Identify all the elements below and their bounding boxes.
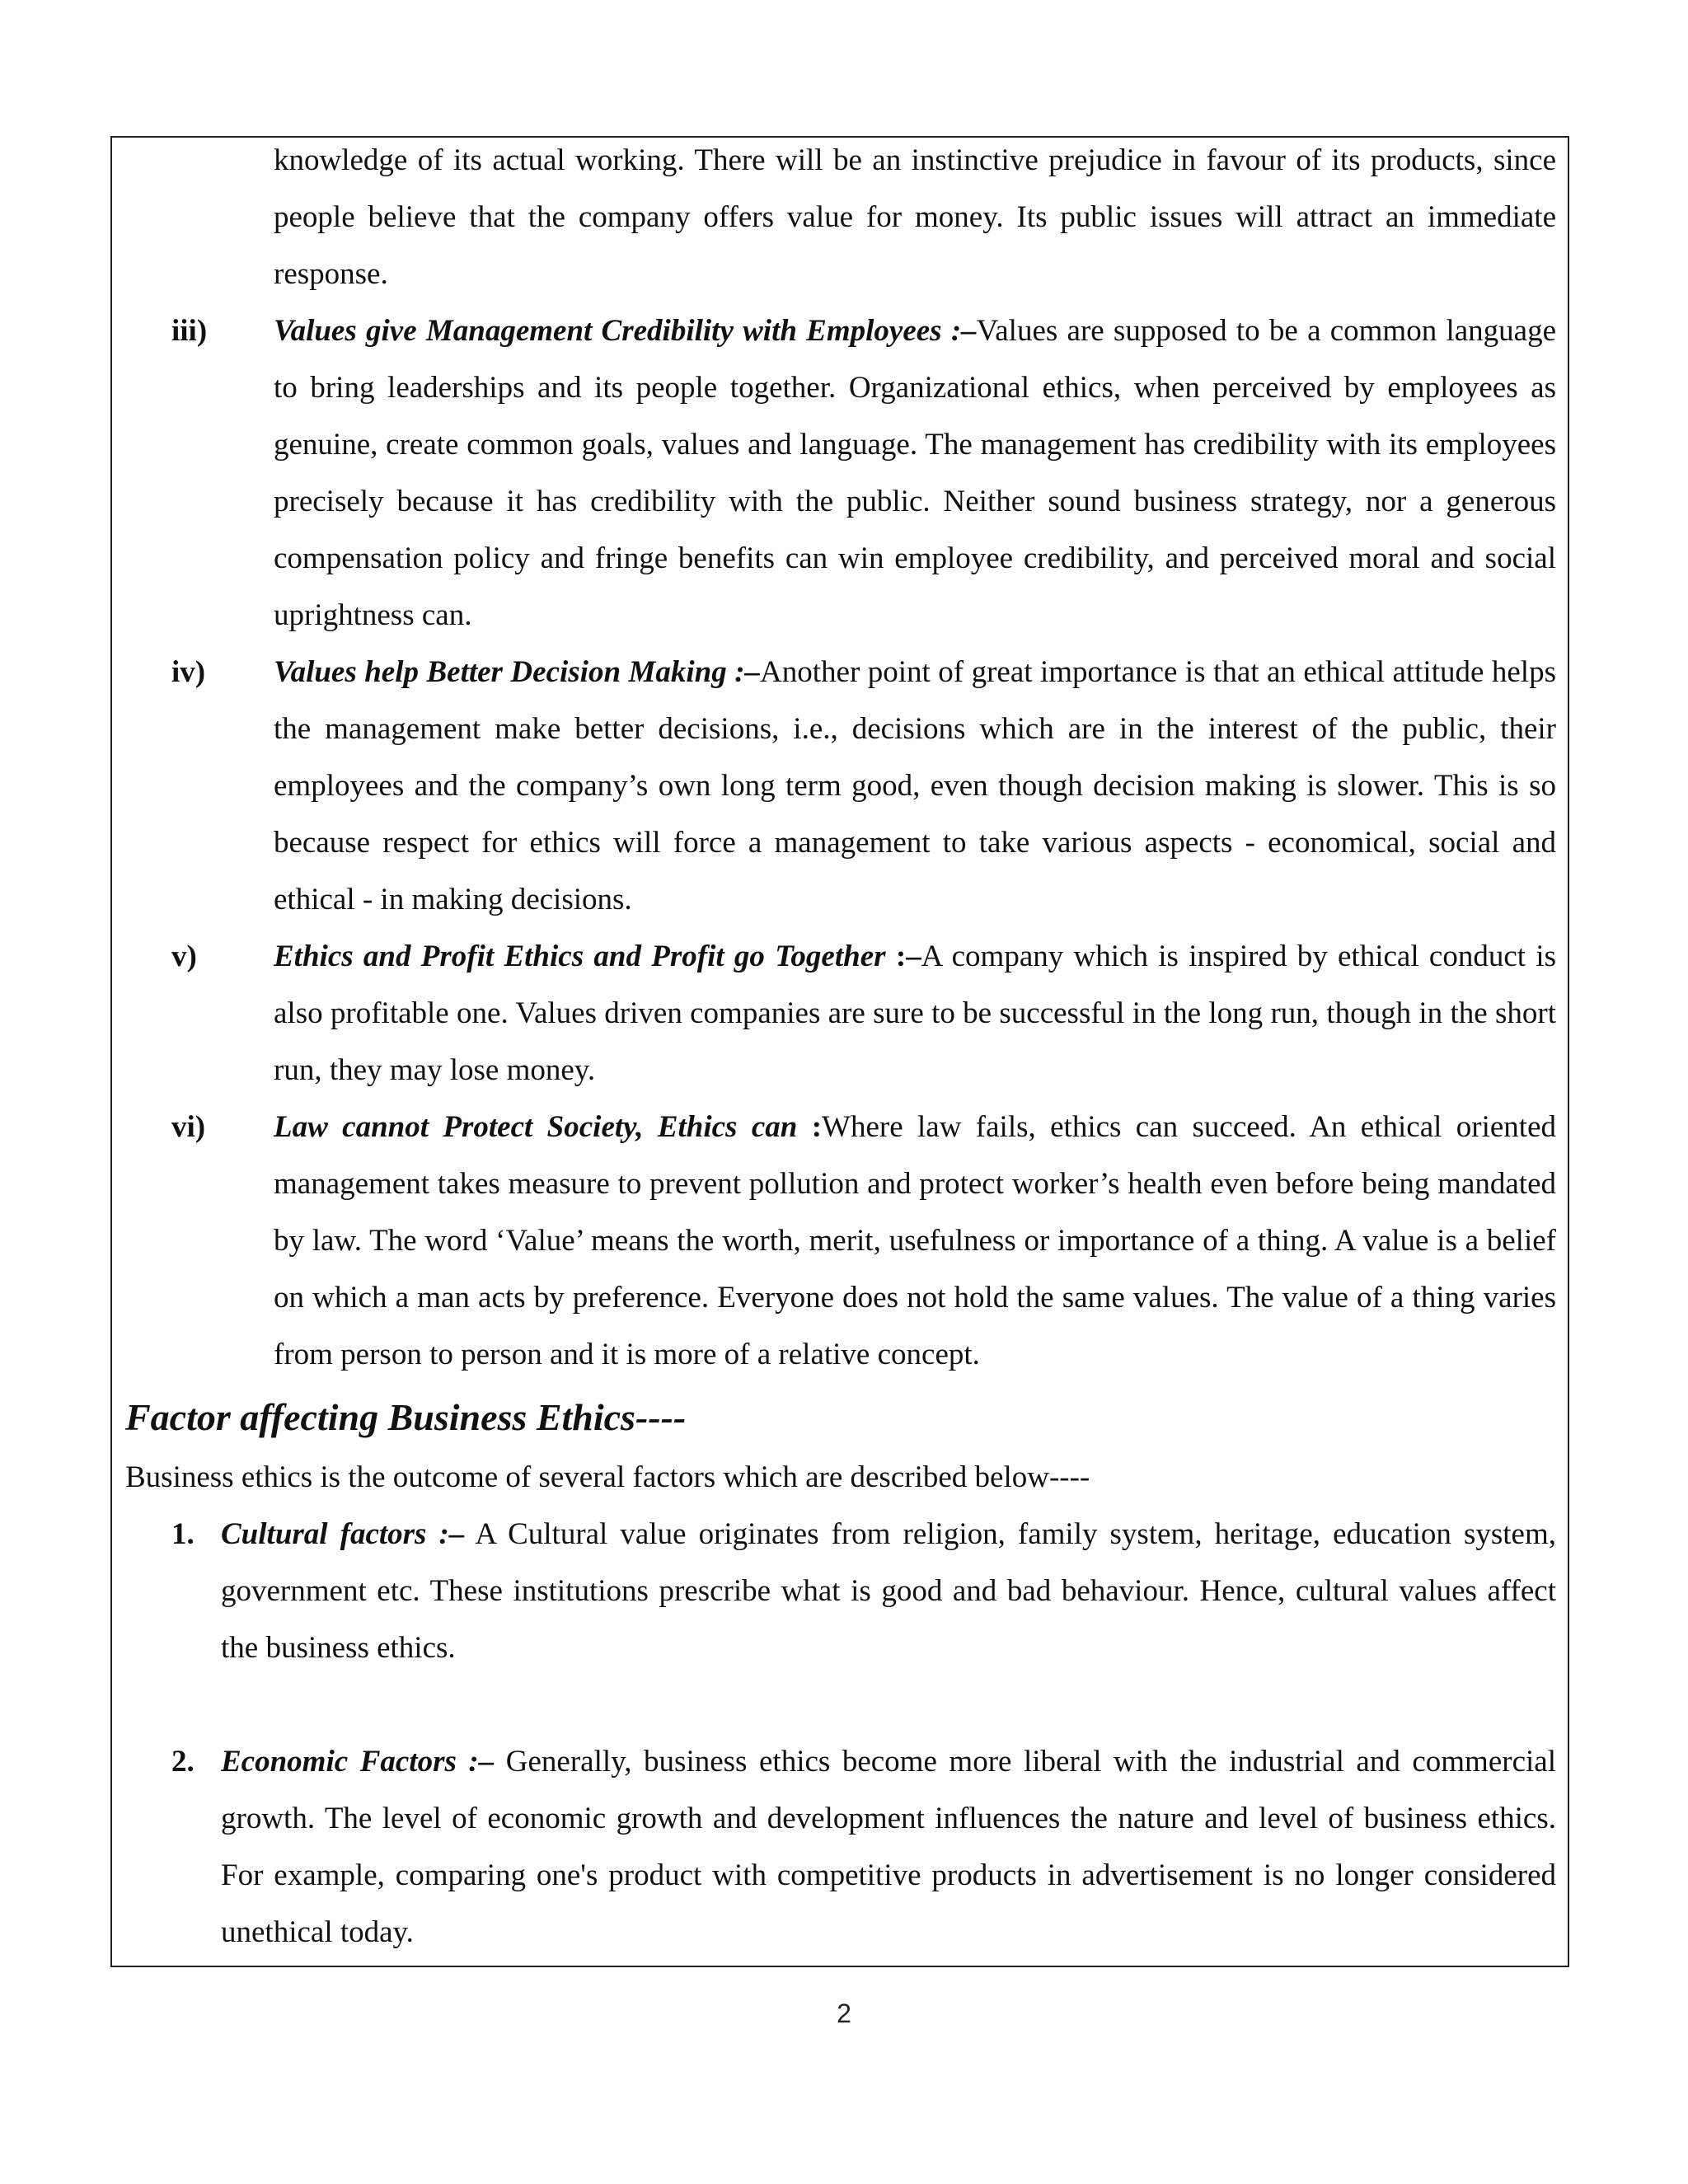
point-text: Another point of great importance is that an ethical attitude helps the management make better decisions, i.e., decisions which are in the interest of the public, their employees and the company’s own long term good, even though decision making is slower. This is so because respect for ethics will force a management to take various aspects - economical, social and ethical - in making decisions. (274, 655, 1556, 916)
point-title-suffix: :– (885, 940, 921, 973)
point-number: vi) (171, 1110, 206, 1144)
point-body (274, 302, 1556, 644)
point-iv (125, 644, 1556, 928)
point-title: Values help Better Decision Making :– (274, 655, 761, 689)
point-title: Law cannot Protect Society, Ethics can (274, 1110, 798, 1144)
point-title: Ethics and Profit Ethics and Profit go Together (274, 940, 886, 973)
point-number: v) (171, 940, 197, 973)
factor-text: A Cultural value originates from religion, family system, heritage, education system, government etc. These institutions prescribe what is good and bad behaviour. Hence, cultural values affect the business ethics. (221, 1517, 1556, 1665)
section-intro: Business ethics is the outcome of several factors which are described below---- (125, 1460, 1090, 1494)
factor-economic (171, 1733, 1556, 1961)
point-vi (125, 1099, 1556, 1383)
page-number: 2 (837, 1999, 851, 2028)
point-number: iii) (171, 314, 208, 348)
continuation-paragraph: knowledge of its actual working. There will be an instinctive prejudice in favour of its products, since people believe that the company offers value for money. Its public issues will attract an immediate response. (274, 143, 1556, 291)
factor-number: 1. (171, 1517, 195, 1551)
point-text: Values are supposed to be a common language to bring leaderships and its people together. Organizational ethics, when perceived by employees as genuine, create common goals, values and language. The management has credibility with its employees precisely because it has credibility with the public. Neither sound business strategy, nor a generous compensation policy and fringe benefits can win employee credibility, and perceived moral and social uprightness can. (274, 314, 1556, 632)
point-body (274, 1099, 1556, 1383)
factor-text: Generally, business ethics become more liberal with the industrial and commercial growth. The level of economic growth and development influences the nature and level of business ethics. For example, comparing one's product with competitive products in advertisement is no longer considered unethical today. (221, 1745, 1556, 1949)
factor-number: 2. (171, 1745, 195, 1779)
point-text: Where law fails, ethics can succeed. An ethical oriented management takes measure to prevent pollution and protect worker’s health even before being mandated by law. The word ‘Value’ means the worth, merit, usefulness or importance of a thing. A value is a belief on which a man acts by preference. Everyone does not hold the same values. The value of a thing varies from person to person and it is more of a relative concept. (274, 1110, 1556, 1371)
section-heading: Factor affecting Business Ethics---- (125, 1396, 687, 1438)
point-iii (125, 302, 1556, 644)
factor-body (221, 1506, 1556, 1676)
factor-title: Cultural factors :– (221, 1517, 465, 1551)
spacer (125, 1676, 1556, 1733)
point-title: Values give Management Credibility with Employees :– (274, 314, 977, 348)
factor-title: Economic Factors :– (221, 1745, 495, 1779)
factor-cultural (171, 1506, 1556, 1676)
point-number: iv) (171, 655, 206, 689)
page-content (125, 132, 1556, 1961)
factor-body (221, 1733, 1556, 1961)
point-text: A company which is inspired by ethical conduct is also profitable one. Values driven companies are sure to be successful in the long run, though in the short run, they may lose money. (274, 940, 1556, 1087)
point-body (274, 928, 1556, 1099)
point-v (125, 928, 1556, 1099)
point-title-suffix: : (797, 1110, 823, 1144)
point-body (274, 644, 1556, 928)
